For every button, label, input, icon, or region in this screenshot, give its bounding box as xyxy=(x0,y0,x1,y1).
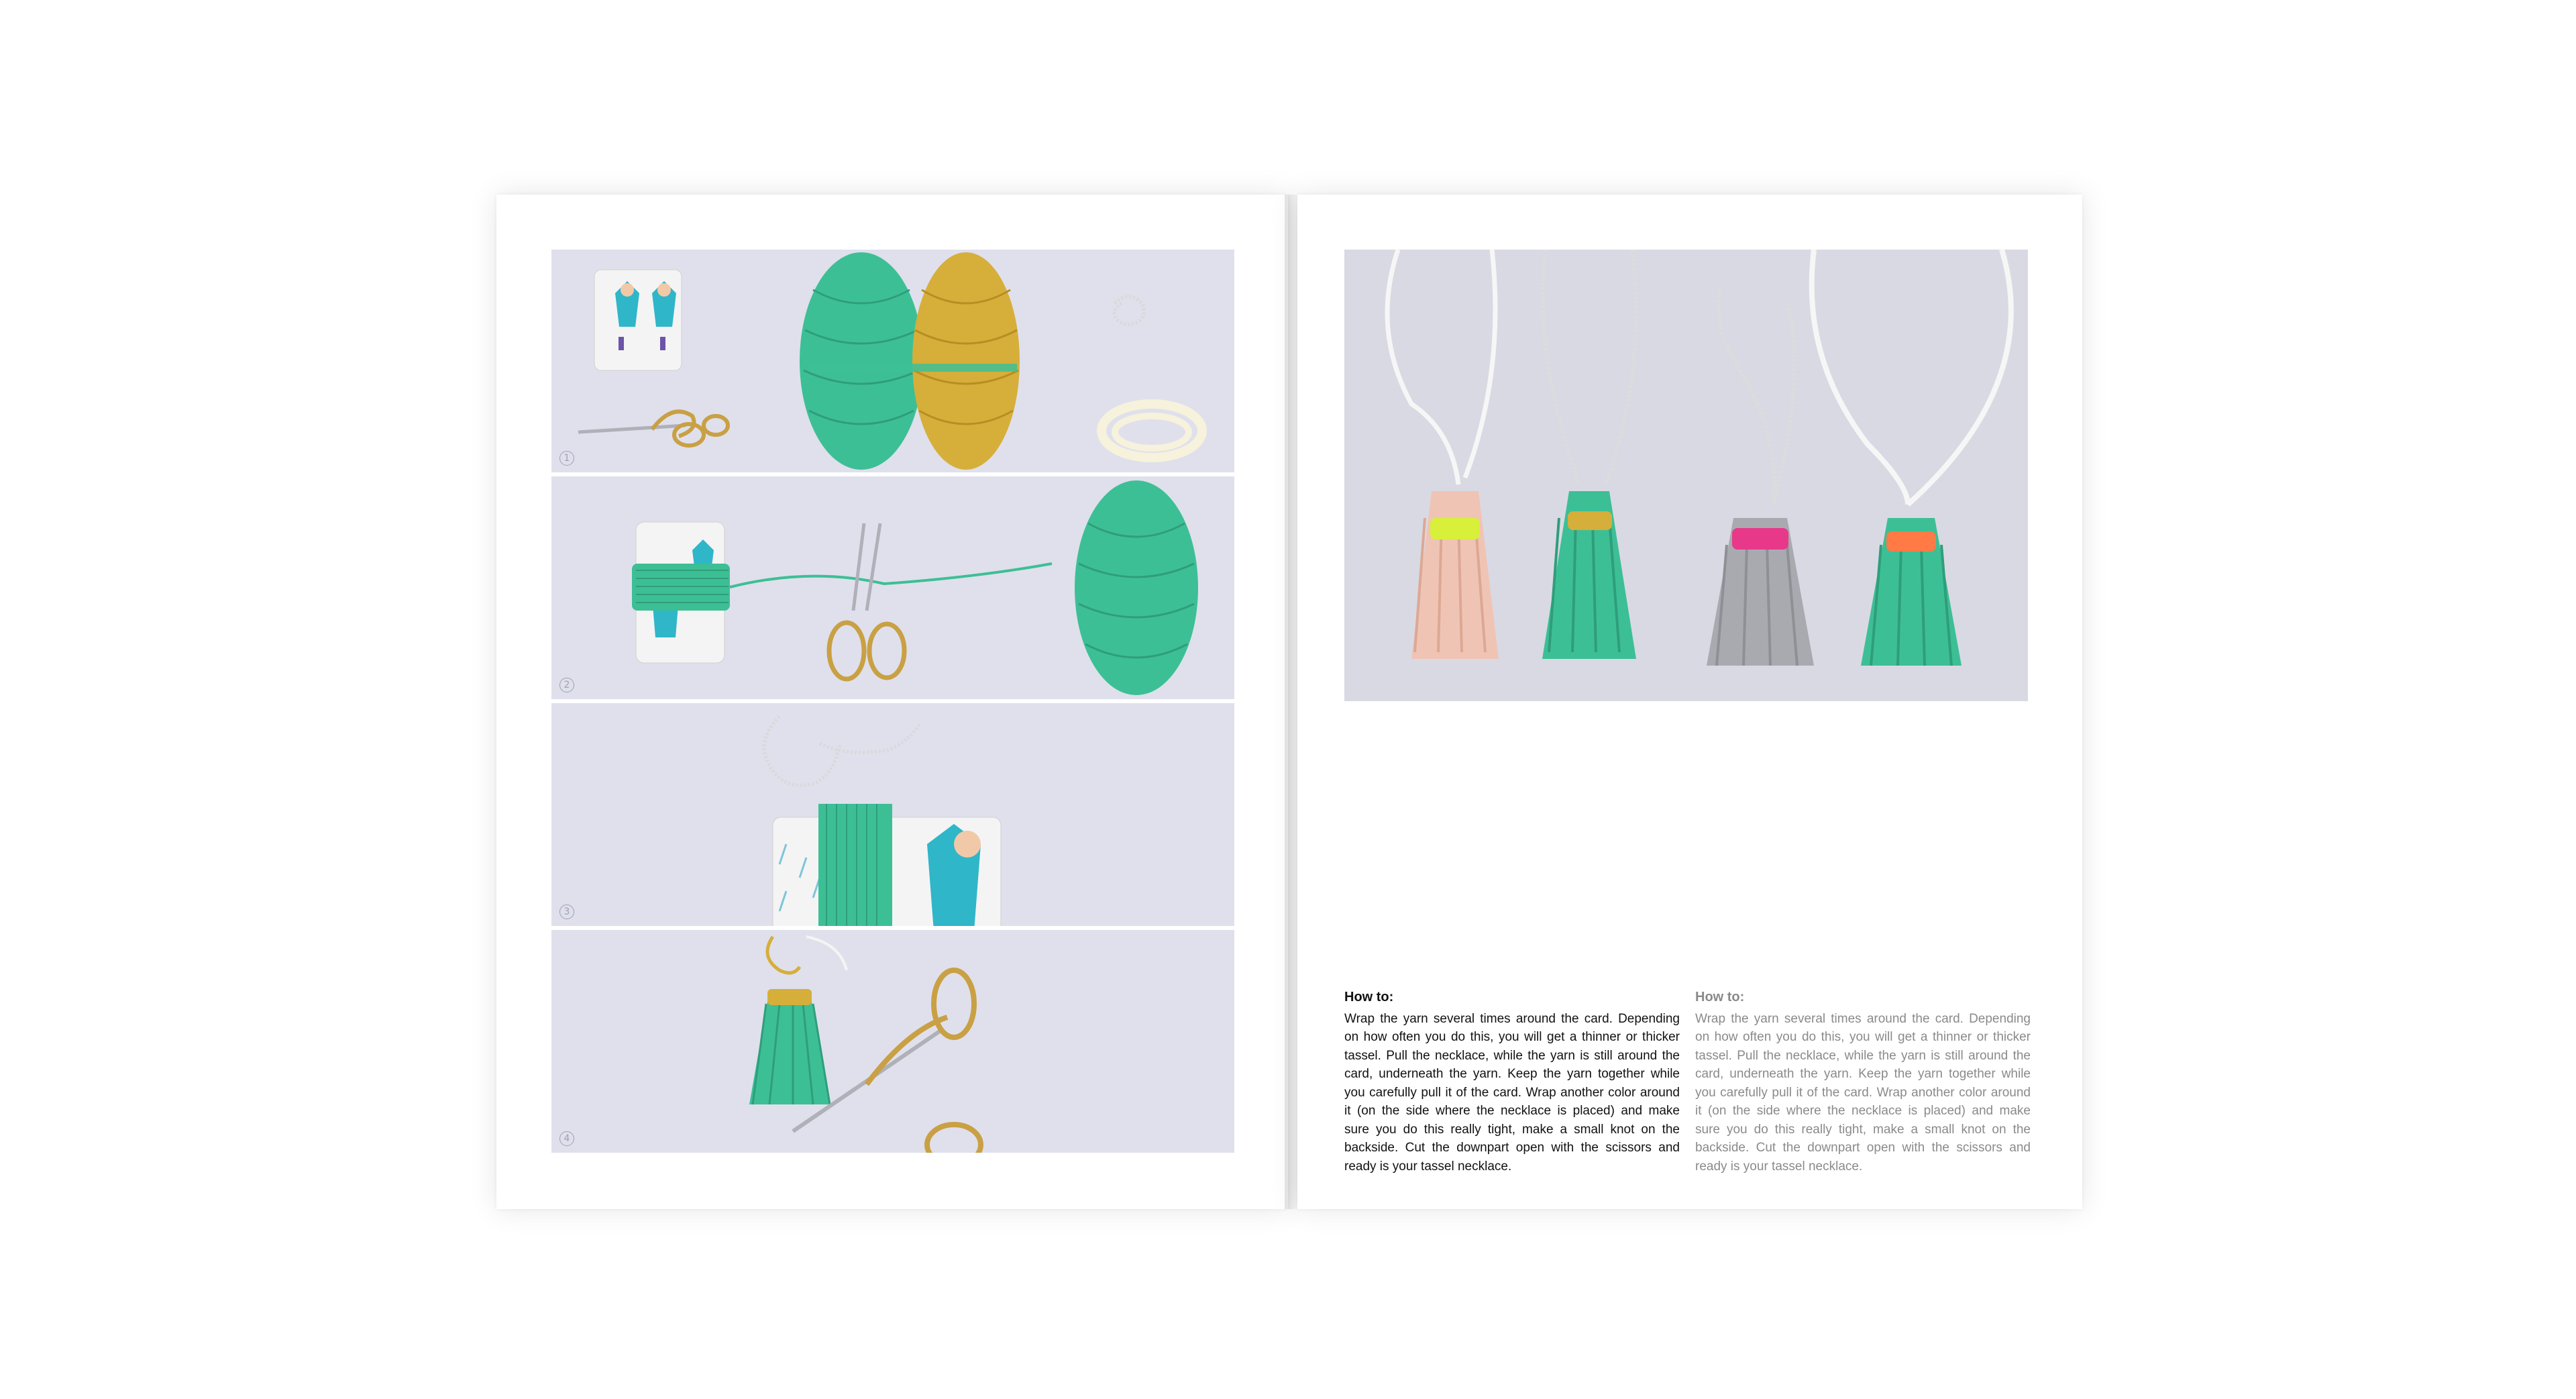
tassel-necklaces-photo xyxy=(1344,250,2028,701)
wrapping-illustration xyxy=(551,476,1234,699)
step-photo-3 xyxy=(551,703,1234,926)
howto-instructions xyxy=(1344,988,1680,1176)
step-photo-4 xyxy=(551,930,1234,1153)
howto-body: Wrap the yarn several times around the card. Depending on how often you do this, you will get a thinner or thicker tassel. Pull the necklace, while the yarn is still around the card, underneath the yarn. Keep the yarn together while you carefully pull it of the card. Wrap another color around it (on the side where the necklace is placed) and make sure you do this really tight, make a small knot on the backside. Cut the downpart open with the scissors and ready is your tassel necklace. xyxy=(1344,1011,1680,1174)
left-page xyxy=(496,195,1288,1209)
right-page xyxy=(1297,195,2082,1209)
materials-illustration xyxy=(551,250,1234,472)
step-photo-1 xyxy=(551,250,1234,472)
necklace-illustration xyxy=(551,703,1234,926)
tassel-necklaces-illustration xyxy=(1344,250,2028,701)
step-photo-2 xyxy=(551,476,1234,699)
finished-tassel-illustration xyxy=(551,930,1234,1153)
howto-instructions-secondary xyxy=(1695,988,2031,1176)
step-number: 1 xyxy=(559,451,574,466)
step-number: 3 xyxy=(559,904,574,919)
step-number: 2 xyxy=(559,678,574,692)
howto-heading: How to: xyxy=(1344,990,1394,1004)
step-number: 4 xyxy=(559,1131,574,1146)
howto-heading-secondary: How to: xyxy=(1695,990,1745,1004)
howto-body-secondary: Wrap the yarn several times around the card. Depending on how often you do this, you will get a thinner or thicker tassel. Pull the necklace, while the yarn is still around the card, underneath the yarn. Keep the yarn together while you carefully pull it of the card. Wrap another color around it (on the side where the necklace is placed) and make sure you do this really tight, make a small knot on the backside. Cut the downpart open with the scissors and ready is your tassel necklace. xyxy=(1695,1011,2031,1174)
